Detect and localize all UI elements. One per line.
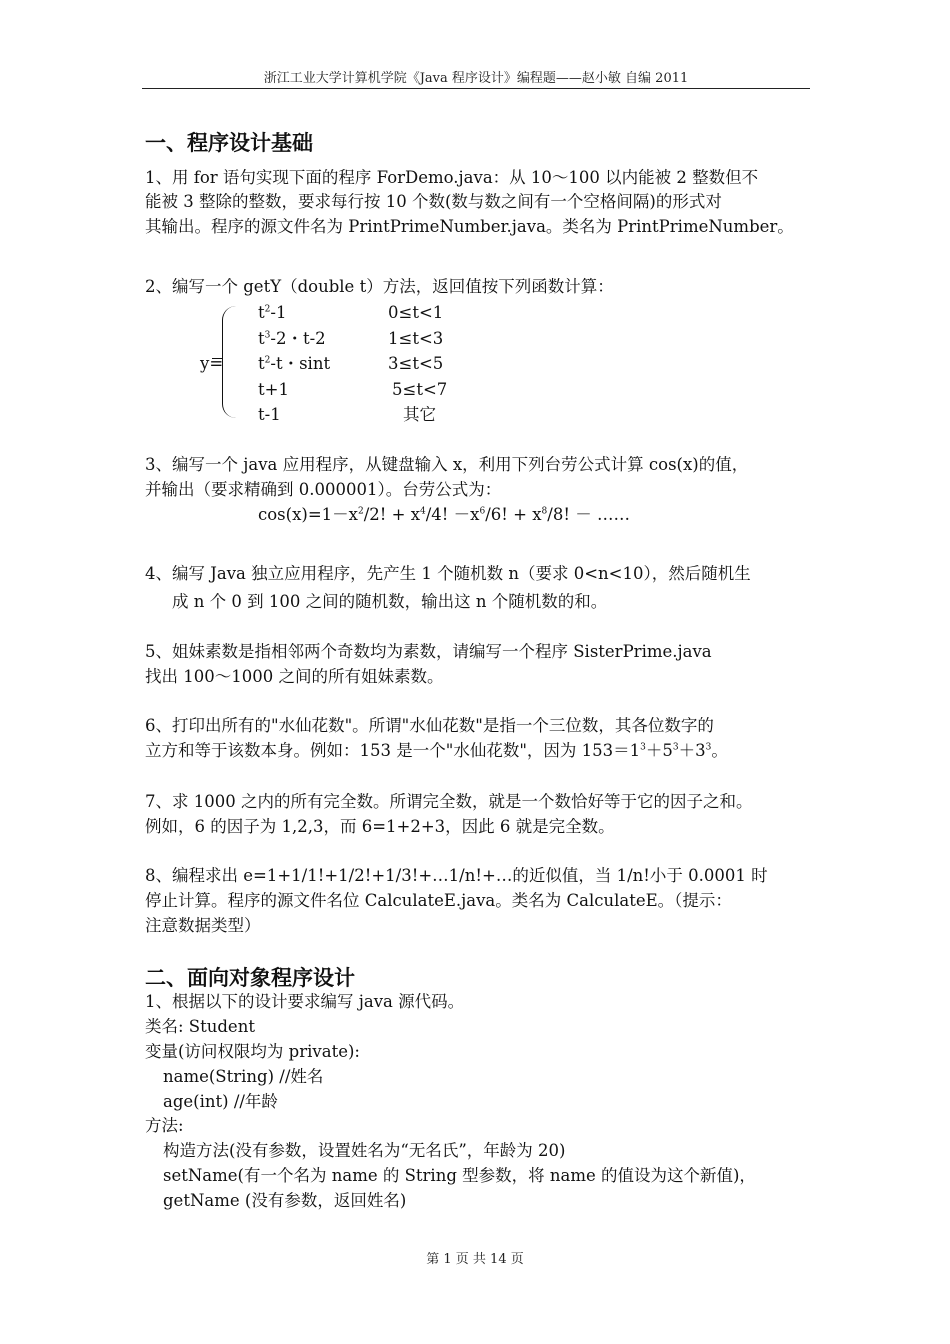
q8-line-1: 8、编程求出 e=1+1/1!+1/2!+1/3!+…1/n!+…的近似值，当 1/n!小于 0.0001 时 bbox=[145, 866, 768, 885]
s2-line: 1、根据以下的设计要求编写 java 源代码。 bbox=[145, 992, 465, 1011]
q3-line-2: 并输出（要求精确到 0.000001）。台劳公式为： bbox=[145, 480, 502, 499]
page-footer: 第 1 页 共 14 页 bbox=[426, 1252, 524, 1267]
piecewise-brace-tip bbox=[212, 358, 223, 367]
case-expr: $t^2-1$ bbox=[258, 303, 287, 322]
case-expr: t-1 bbox=[258, 405, 281, 424]
section-1-title: 一、程序设计基础 bbox=[145, 130, 313, 155]
case-condition: 其它 bbox=[403, 405, 436, 424]
case-expr: t+1 bbox=[258, 380, 289, 399]
q3-line-1: 3、编写一个 java 应用程序，从键盘输入 x，利用下列台劳公式计算 cos(x)的值， bbox=[145, 455, 749, 474]
q7-line-1: 7、求 1000 之内的所有完全数。所谓完全数，就是一个数恰好等于它的因子之和。 bbox=[145, 792, 753, 811]
s2-line: 类名: Student bbox=[145, 1017, 255, 1036]
case-condition: 5≤t<7 bbox=[392, 380, 448, 399]
case-expr: $t^2-t$・sint bbox=[258, 354, 331, 373]
case-condition: 3≤t<5 bbox=[388, 354, 444, 373]
q2-intro: 2、编写一个 getY（double t）方法，返回值按下列函数计算： bbox=[145, 277, 614, 296]
q5-line-2: 找出 100～1000 之间的所有姐妹素数。 bbox=[145, 667, 444, 686]
piecewise-y-label: y= bbox=[200, 354, 224, 373]
q5-line-1: 5、姐妹素数是指相邻两个奇数均为素数，请编写一个程序 SisterPrime.java bbox=[145, 642, 712, 661]
q6-line-2: 立方和等于该数本身。例如：153 是一个"水仙花数"，因为 $153=1^3+5^3+3^3$。 bbox=[145, 741, 728, 760]
q8-line-2: 停止计算。程序的源文件名位 CalculateE.java。类名为 CalculateE。（提示： bbox=[145, 891, 732, 910]
header-rule bbox=[142, 88, 810, 89]
q8-line-3: 注意数据类型） bbox=[145, 916, 261, 935]
q1-line-1: 1、用 for 语句实现下面的程序 ForDemo.java：从 10～100 以内能被 2 整数但不 bbox=[145, 168, 759, 187]
case-condition: 0≤t<1 bbox=[388, 303, 444, 322]
s2-line: age(int) //年龄 bbox=[163, 1092, 278, 1111]
s2-line: 方法: bbox=[145, 1116, 184, 1135]
q1-line-3: 其输出。程序的源文件名为 PrintPrimeNumber.java。类名为 PrintPrimeNumber。 bbox=[145, 217, 794, 236]
s2-line: 构造方法(没有参数，设置姓名为“无名氏”，年龄为 20) bbox=[163, 1141, 566, 1160]
section-2-title: 二、面向对象程序设计 bbox=[145, 965, 355, 990]
s2-line: getName (没有参数，返回姓名) bbox=[163, 1191, 407, 1210]
taylor-formula: $\cos(x)=1-x^2/2$! + $x^4/4$! $-x^6/6$! + $x^8/8$! － …… bbox=[258, 505, 630, 524]
s2-line: 变量(访问权限均为 private): bbox=[145, 1042, 360, 1061]
q1-line-2: 能被 3 整除的整数，要求每行按 10 个数(数与数之间有一个空格间隔)的形式对 bbox=[145, 192, 722, 211]
s2-line: name(String) //姓名 bbox=[163, 1067, 324, 1086]
case-condition: 1≤t<3 bbox=[388, 329, 444, 348]
case-expr: $t^3-2$・t-2 bbox=[258, 329, 326, 348]
q6-line-1: 6、打印出所有的"水仙花数"。所谓"水仙花数"是指一个三位数，其各位数字的 bbox=[145, 716, 714, 735]
piecewise-brace bbox=[222, 306, 237, 418]
page-header: 浙江工业大学计算机学院《Java 程序设计》编程题——赵小敏 自编 2011 bbox=[263, 71, 689, 86]
q7-line-2: 例如，6 的因子为 1,2,3，而 6=1+2+3，因此 6 就是完全数。 bbox=[145, 817, 615, 836]
q4-line-1: 4、编写 Java 独立应用程序，先产生 1 个随机数 n（要求 0<n<10），然后随机生 bbox=[145, 564, 751, 583]
q4-line-2: 成 n 个 0 到 100 之间的随机数，输出这 n 个随机数的和。 bbox=[172, 592, 608, 611]
s2-line: setName(有一个名为 name 的 String 型参数，将 name 的值设为这个新值)， bbox=[163, 1166, 756, 1185]
